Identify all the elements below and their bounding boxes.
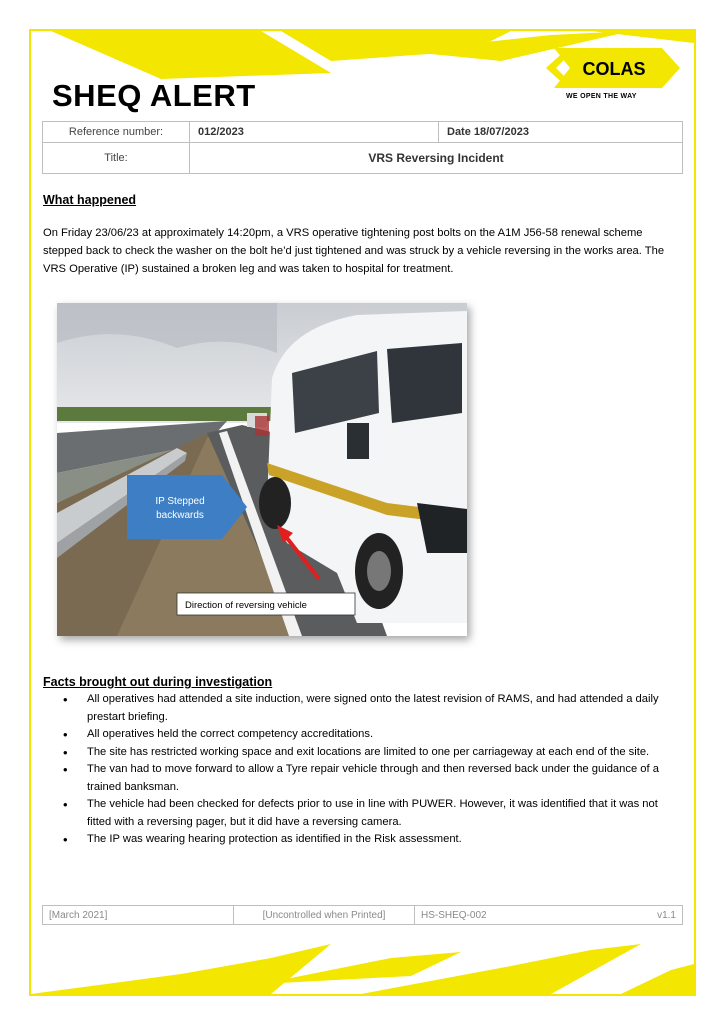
list-item: • The vehicle had been checked for defects prior to use in line with PUWER. However, it was identified that it was not fitted with a reversing pager, but it did have a reversing camera. (87, 796, 683, 831)
list-item: • The site has restricted working space and exit locations are limited to one per carriageway at each end of the site. (87, 744, 683, 762)
list-item: • The van had to move forward to allow a Tyre repair vehicle through and then reversed back under the guidance of a trained banksman. (87, 761, 683, 796)
what-happened-heading: What happened (43, 193, 137, 207)
callout-line-1: IP Stepped (155, 496, 205, 507)
reference-label: Reference number: (43, 122, 190, 143)
what-happened-text: On Friday 23/06/23 at approximately 14:20pm, a VRS operative tightening post bolts on the A1M J56-58 renewal scheme stepped back to check the washer on the bolt he’d just tightened and was struck by a vehicle reversing in the works area. The VRS Operative (IP) sustained a broken leg and was taken to hospital for treatment. (43, 227, 665, 275)
list-item: • All operatives had attended a site induction, were signed onto the latest revision of RAMS, and had attended a daily prestart briefing. (87, 691, 683, 726)
callout-arrow-shape (127, 475, 247, 539)
page-title: SHEQ ALERT (52, 78, 256, 113)
date-value: Date 18/07/2023 (439, 122, 683, 143)
reference-value: 012/2023 (190, 122, 439, 143)
title-label: Title: (43, 143, 190, 174)
callout-line-2: backwards (156, 510, 204, 521)
list-item: • The IP was wearing hearing protection as identified in the Risk assessment. (87, 831, 683, 849)
facts-list (43, 691, 683, 849)
incident-photo (57, 303, 467, 636)
facts-heading: Facts brought out during investigation (43, 675, 273, 689)
list-item: • All operatives held the correct competency accreditations. (87, 726, 683, 744)
reference-table (42, 121, 683, 174)
footer-table (42, 905, 683, 925)
footer-control: [Uncontrolled when Printed] (234, 906, 415, 925)
footer-doc-id: HS-SHEQ-002 (415, 906, 606, 925)
logo-text: COLAS (582, 59, 646, 79)
footer-date: [March 2021] (43, 906, 234, 925)
colas-logo (546, 46, 682, 97)
title-value: VRS Reversing Incident (190, 143, 683, 174)
footer-version: v1.1 (606, 906, 683, 925)
bottom-stripe-decoration (31, 944, 694, 994)
photo-caption: Direction of reversing vehicle (185, 600, 307, 611)
logo-tagline: WE OPEN THE WAY (566, 93, 637, 100)
